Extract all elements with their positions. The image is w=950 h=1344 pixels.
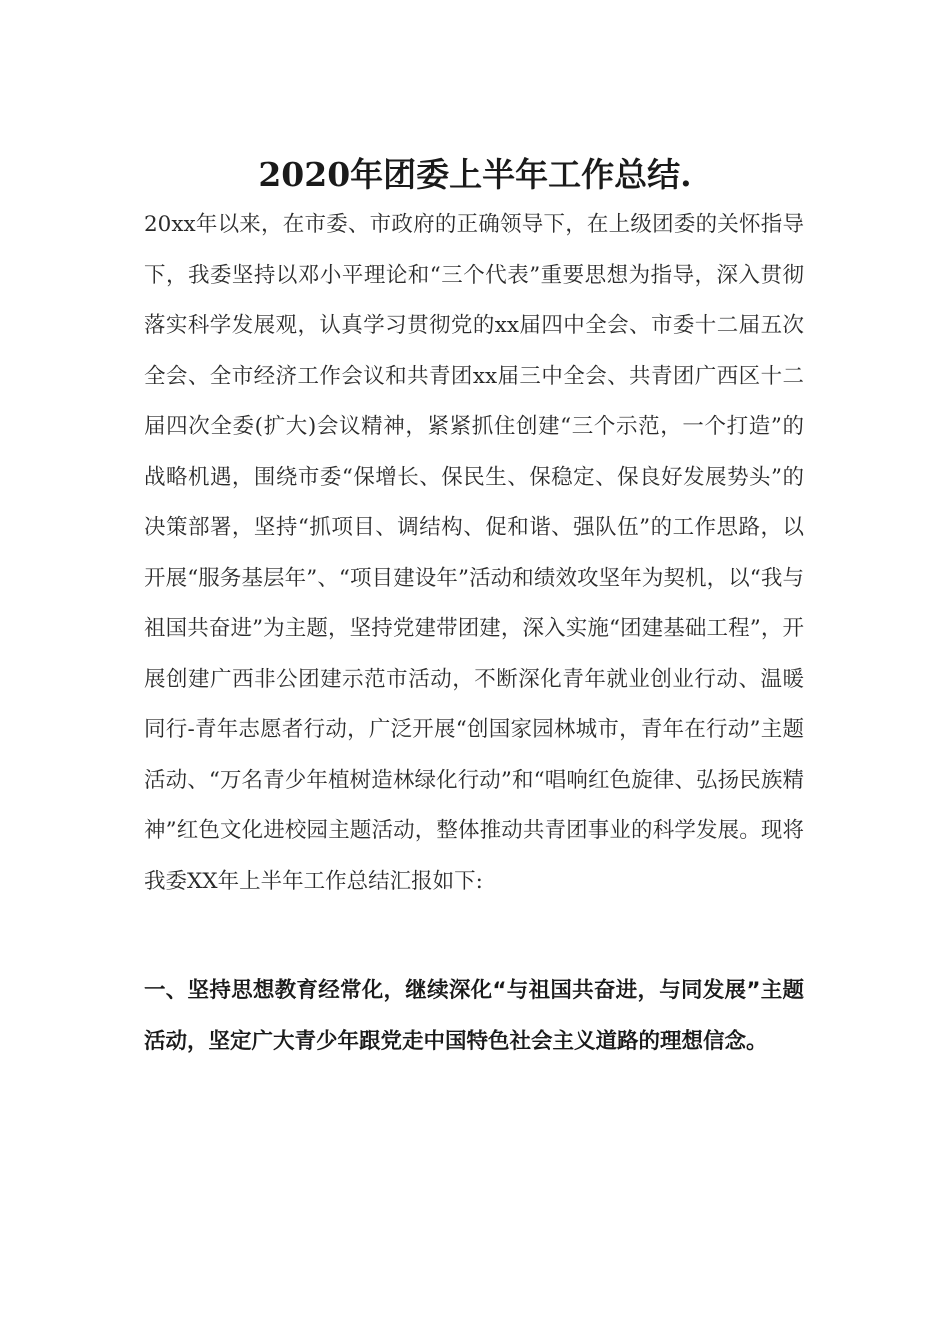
intro-paragraph: 20xx年以来，在市委、市政府的正确领导下，在上级团委的关怀指导下，我委坚持以邓小平理论和“三个代表”重要思想为指导，深入贯彻落实科学发展观，认真学习贯彻党的xx届四中全会、市委十二届五次全会、全市经济工作会议和共青团xx届三中全会、共青团广西区十二届四次全委(扩大)会议精神，紧紧抓住创建“三个示范，一个打造”的战略机遇，围绕市委“保增长、保民生、保稳定、保良好发展势头”的决策部署，坚持“抓项目、调结构、促和谐、强队伍”的工作思路，以开展“服务基层年”、“项目建设年”活动和绩效攻坚年为契机，以“我与祖国共奋进”为主题，坚持党建带团建，深入实施“团建基础工程”，开展创建广西非公团建示范市活动，不断深化青年就业创业行动、温暖同行-青年志愿者行动，广泛开展“创国家园林城市，青年在行动”主题活动、“万名青少年植树造林绿化行动”和“唱响红色旋律、弘扬民族精神”红色文化进校园主题活动，整体推动共青团事业的科学发展。现将我委XX年上半年工作总结汇报如下: (144, 212, 804, 894)
section-heading-1: 一、坚持思想教育经常化，继续深化“与祖国共奋进，与同发展”主题活动，坚定广大青少年跟党走中国特色社会主义道路的理想信念。 (144, 978, 804, 1054)
document-title: 2020年团委上半年工作总结. (258, 155, 692, 195)
